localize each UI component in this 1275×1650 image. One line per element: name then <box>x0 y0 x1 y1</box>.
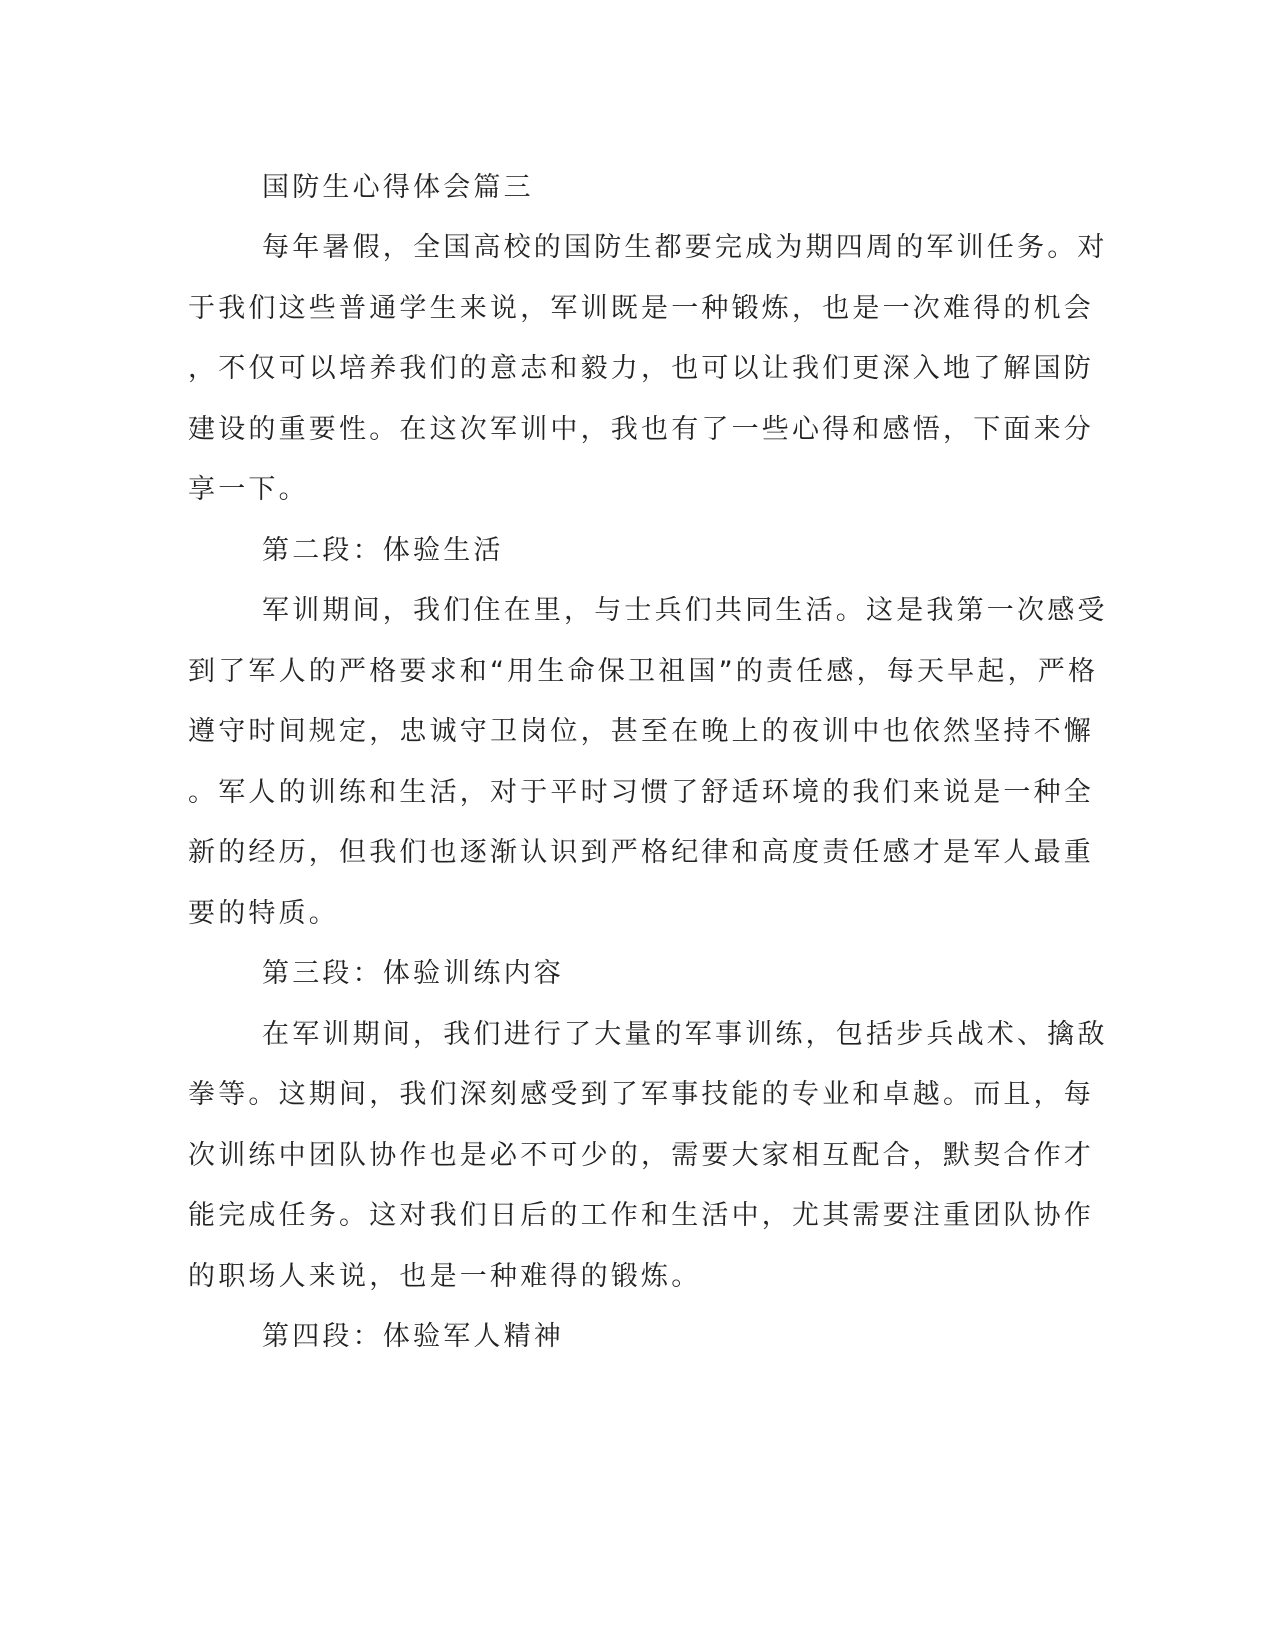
paragraph-line: 享一下。 <box>188 474 309 505</box>
paragraph-line: 次训练中团队协作也是必不可少的，需要大家相互配合，默契合作才 <box>188 1140 1094 1171</box>
paragraph-line: 在军训期间，我们进行了大量的军事训练，包括步兵战术、擒敌 <box>262 1019 1108 1050</box>
paragraph-line: 的职场人来说，也是一种难得的锻炼。 <box>188 1261 702 1292</box>
paragraph-line: 建设的重要性。在这次军训中，我也有了一些心得和感悟，下面来分 <box>188 414 1094 445</box>
paragraph-line: 要的特质。 <box>188 898 339 929</box>
paragraph-line: ，不仅可以培养我们的意志和毅力，也可以让我们更深入地了解国防 <box>188 353 1094 384</box>
paragraph-line: 于我们这些普通学生来说，军训既是一种锻炼，也是一次难得的机会 <box>188 293 1094 324</box>
paragraph-line: 。军人的训练和生活，对于平时习惯了舒适环境的我们来说是一种全 <box>188 777 1094 808</box>
paragraph-line: 每年暑假，全国高校的国防生都要完成为期四周的军训任务。对 <box>262 232 1108 263</box>
section-heading: 第三段：体验训练内容 <box>262 958 564 989</box>
section-heading: 第二段：体验生活 <box>262 535 504 566</box>
paragraph-line: 能完成任务。这对我们日后的工作和生活中，尤其需要注重团队协作 <box>188 1200 1094 1231</box>
paragraph-line: 拳等。这期间，我们深刻感受到了军事技能的专业和卓越。而且，每 <box>188 1079 1094 1110</box>
paragraph-line: 军训期间，我们住在里，与士兵们共同生活。这是我第一次感受 <box>262 595 1108 626</box>
paragraph-line: 遵守时间规定，忠诚守卫岗位，甚至在晚上的夜训中也依然坚持不懈 <box>188 716 1094 747</box>
section-title: 国防生心得体会篇三 <box>262 172 534 203</box>
paragraph-line: 新的经历，但我们也逐渐认识到严格纪律和高度责任感才是军人最重 <box>188 837 1094 868</box>
section-heading: 第四段：体验军人精神 <box>262 1321 564 1352</box>
paragraph-line: 到了军人的严格要求和“用生命保卫祖国”的责任感，每天早起，严格 <box>188 656 1099 687</box>
